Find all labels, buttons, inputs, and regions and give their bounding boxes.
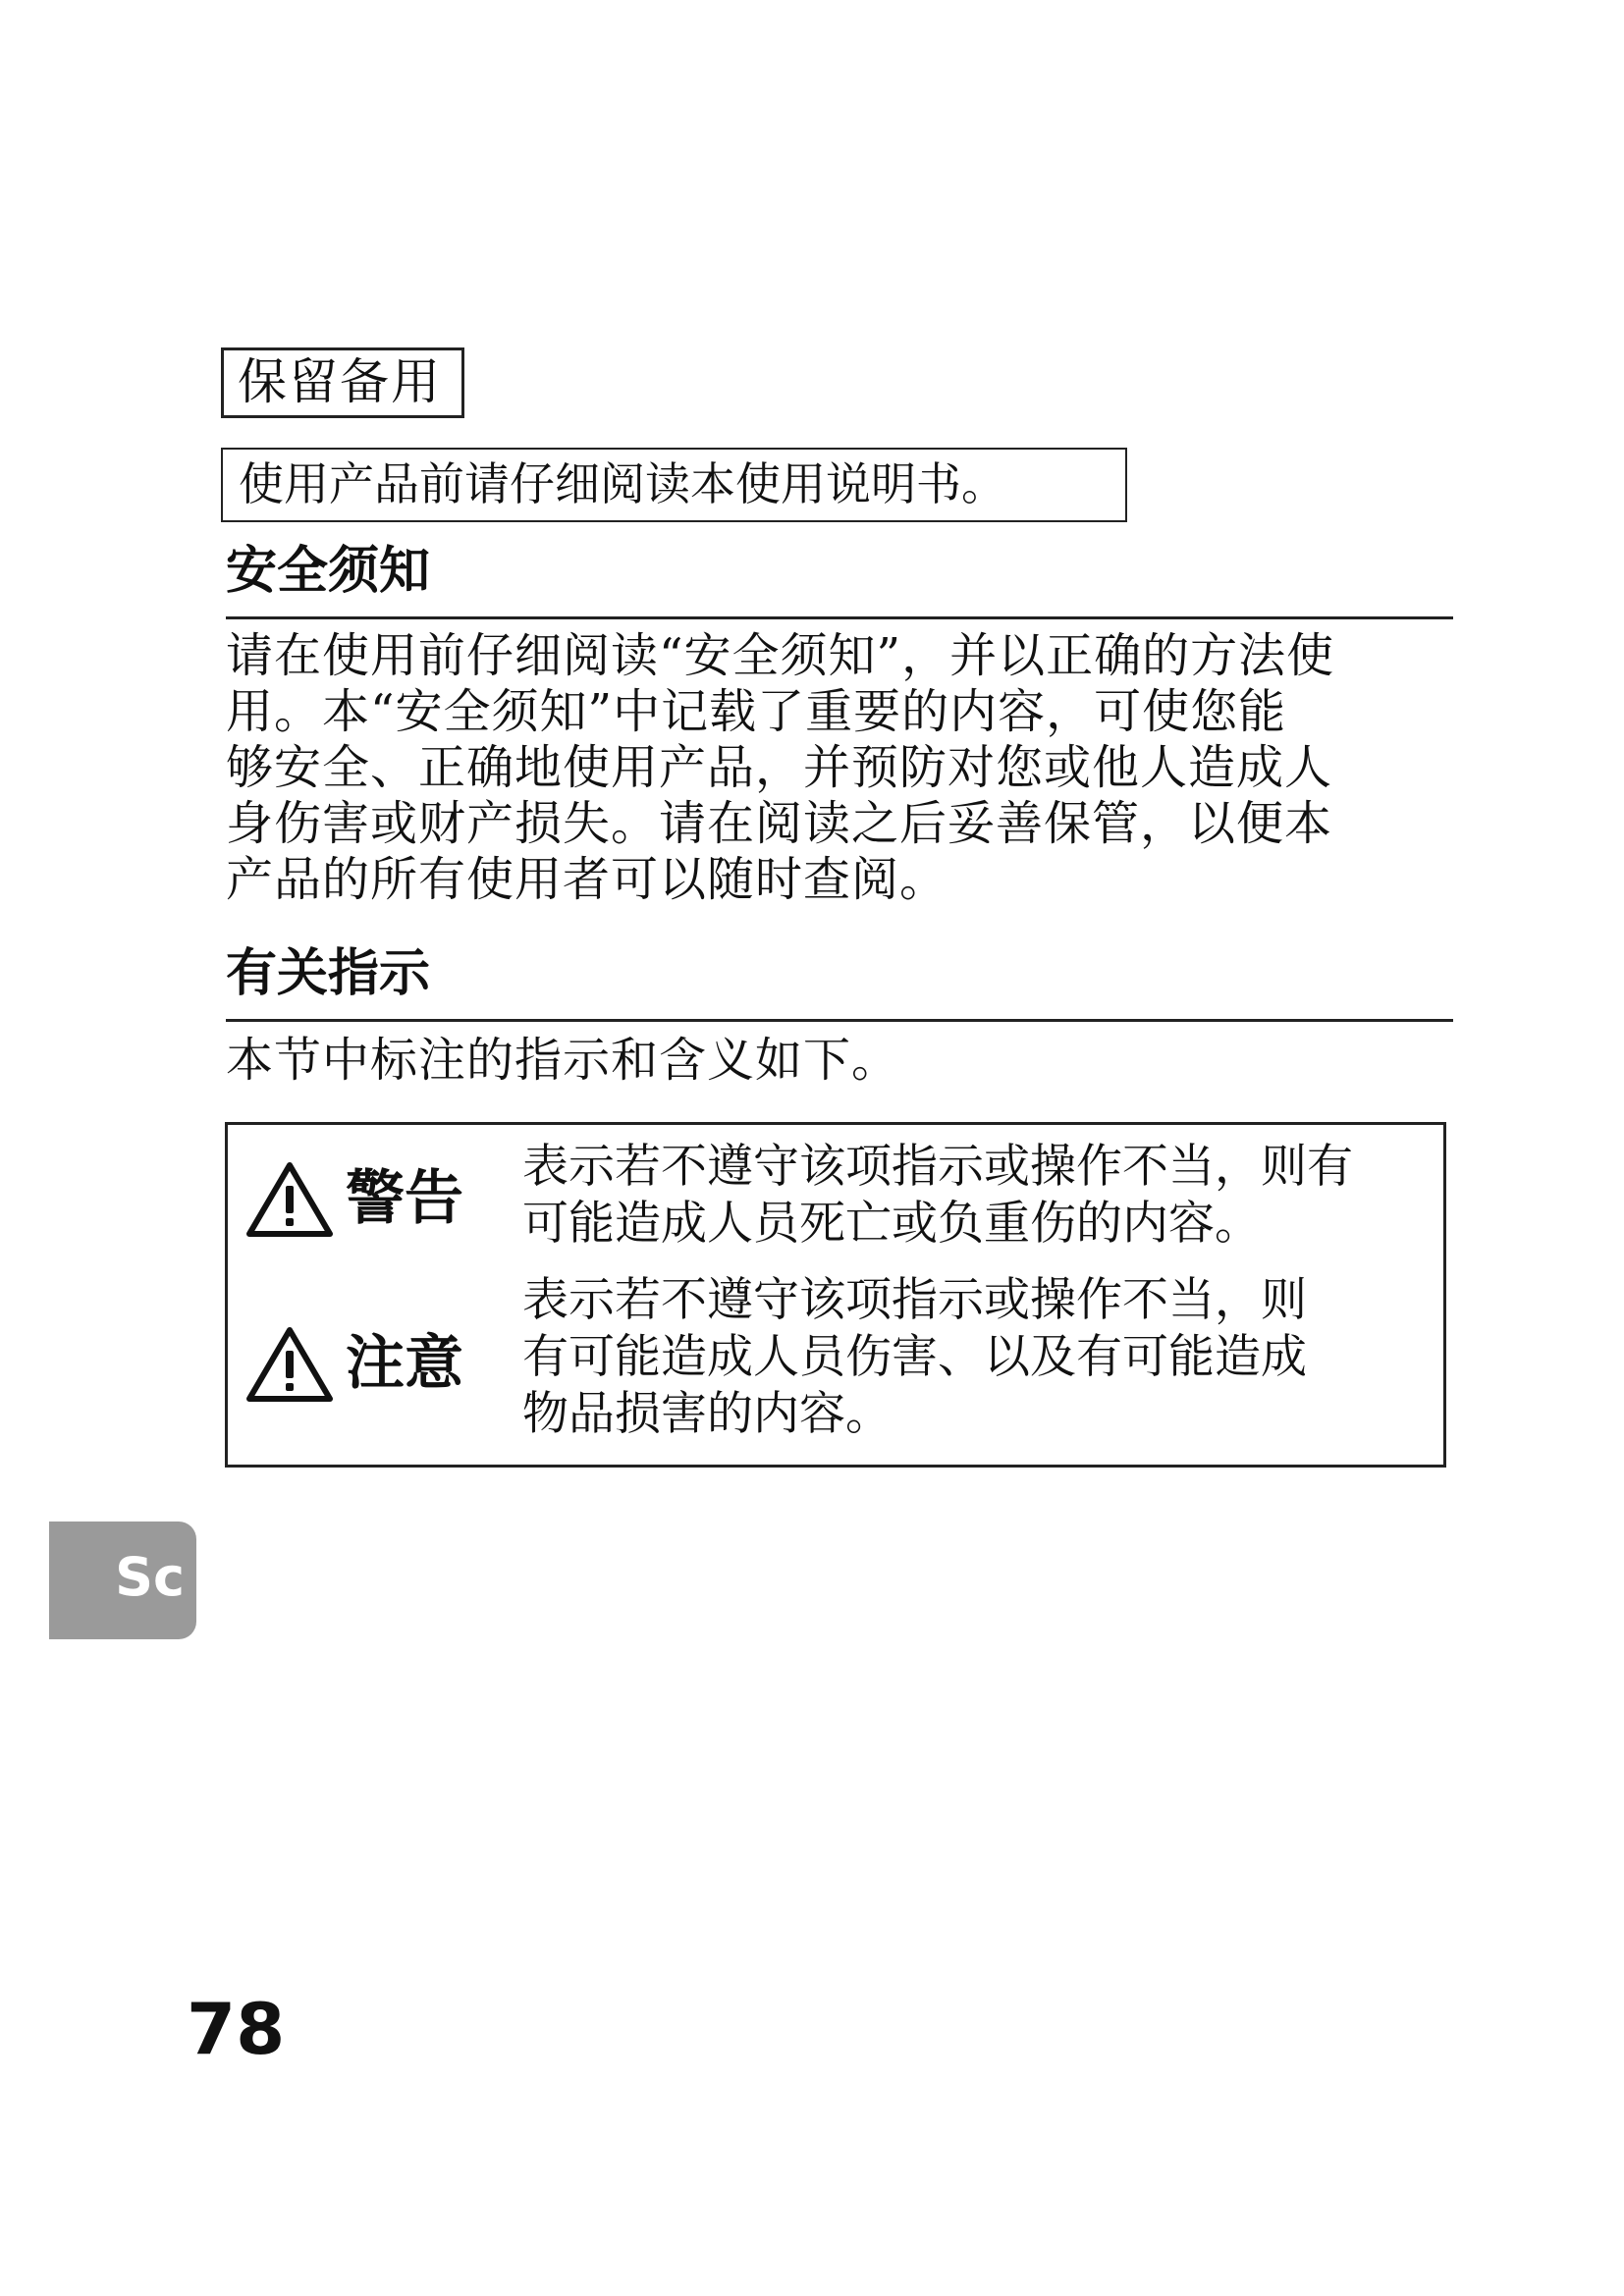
language-tab-label: Sc (115, 1546, 185, 1608)
signal-words-table (225, 1122, 1446, 1468)
warning-triangle-icon (245, 1160, 334, 1239)
safety-line: 用。本“安全须知”中记载了重要的内容，可使您能 (226, 684, 1287, 739)
indications-intro-line: 本节中标注的指示和含义如下。 (226, 1033, 900, 1088)
language-tab (49, 1522, 196, 1639)
warning-description-line: 表示若不遵守该项指示或操作不当，则有 (522, 1140, 1353, 1194)
safety-paragraph (226, 628, 1492, 908)
safety-title-rule (226, 616, 1453, 619)
warning-triangle-icon (245, 1325, 334, 1404)
caution-description-line: 物品损害的内容。 (522, 1387, 892, 1441)
warning-description (522, 1139, 1445, 1253)
caution-description-line: 有可能造成人员伤害、以及有可能造成 (522, 1330, 1307, 1384)
indications-title-rule (226, 1019, 1453, 1022)
indications-intro (226, 1033, 1492, 1089)
safety-line: 请在使用前仔细阅读“安全须知”，并以正确的方法使 (226, 628, 1335, 683)
safety-line: 够安全、正确地使用产品，并预防对您或他人造成人 (226, 740, 1333, 795)
caution-label: 注意 (346, 1329, 463, 1398)
keep-for-reference-label: 保留备用 (221, 347, 464, 418)
safety-line: 产品的所有使用者可以随时查阅。 (226, 852, 948, 907)
caution-description (522, 1272, 1445, 1443)
warning-label: 警告 (346, 1164, 463, 1233)
warning-description-line: 可能造成人员死亡或负重伤的内容。 (522, 1197, 1261, 1251)
caution-description-line: 表示若不遵守该项指示或操作不当，则 (522, 1273, 1307, 1327)
read-manual-notice: 使用产品前请仔细阅读本使用说明书。 (221, 448, 1127, 522)
indications-section-title: 有关指示 (226, 944, 431, 1003)
safety-section-title: 安全须知 (226, 542, 431, 601)
page-number: 78 (187, 1988, 286, 2070)
safety-line: 身伤害或财产损失。请在阅读之后妥善保管，以便本 (226, 796, 1333, 851)
